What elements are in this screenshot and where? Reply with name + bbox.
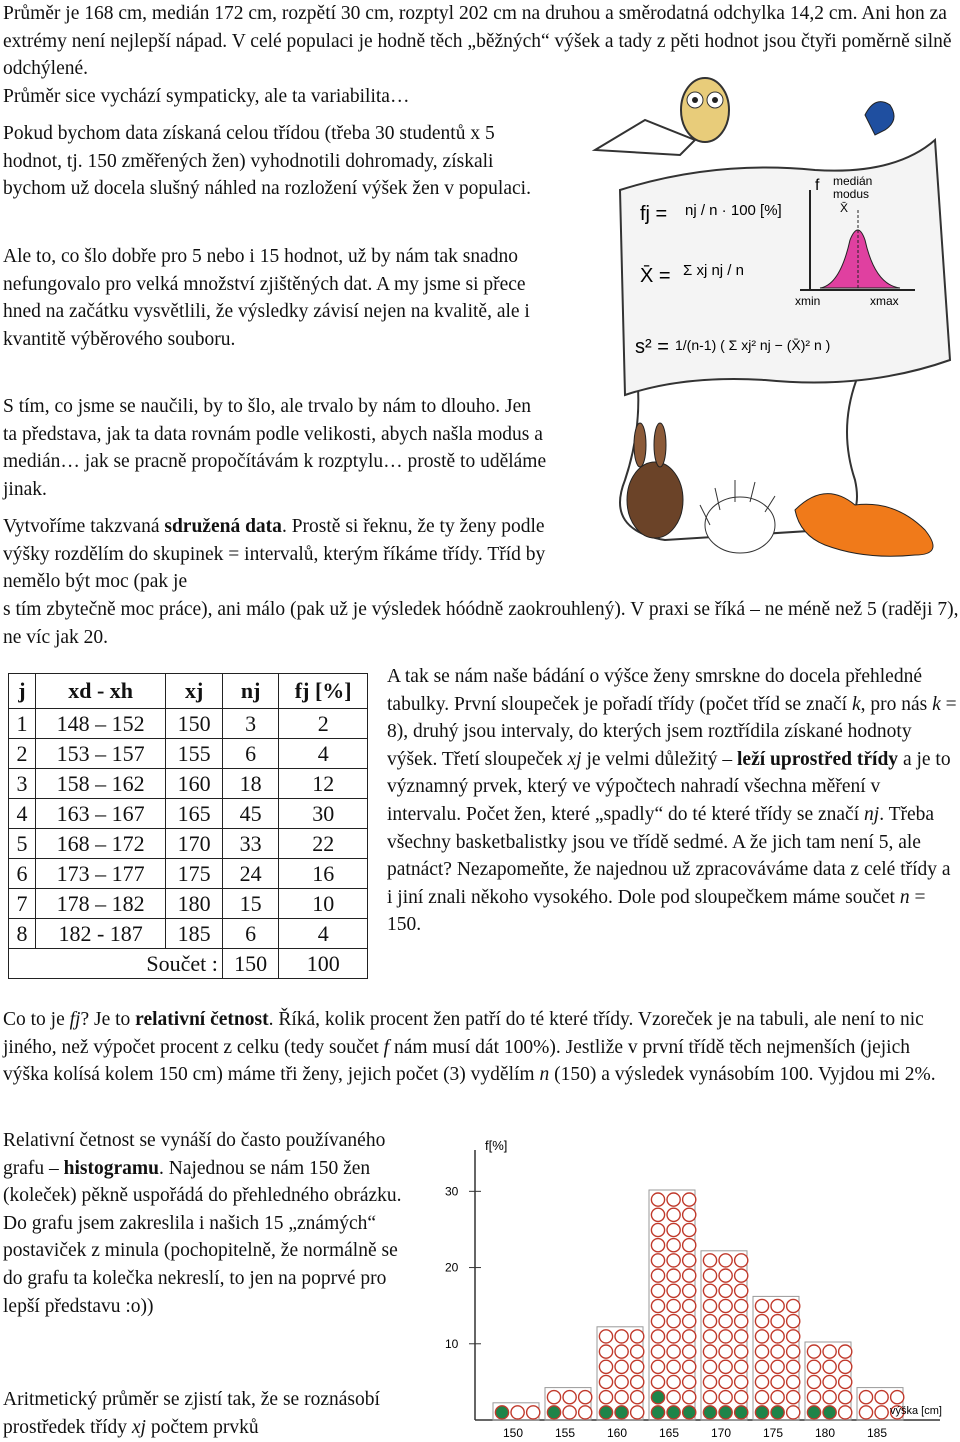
table-cell: 24 — [222, 859, 279, 889]
table-cell: 2 — [279, 709, 368, 739]
table-row — [9, 919, 368, 949]
table-cell: 158 – 162 — [35, 769, 166, 799]
histogram-dot — [683, 1391, 696, 1404]
table-cell: 170 — [166, 829, 223, 859]
table-cell: 4 — [279, 739, 368, 769]
histogram-dot — [719, 1391, 732, 1404]
histogram-dot — [527, 1406, 540, 1419]
histogram-dot — [667, 1315, 680, 1328]
table-sum-row — [9, 949, 368, 979]
table-cell: 22 — [279, 829, 368, 859]
histogram-dot — [771, 1406, 784, 1419]
table-cell: 18 — [222, 769, 279, 799]
x-axis-label: výška [cm] — [890, 1405, 942, 1417]
y-tick-label: 10 — [445, 1336, 459, 1351]
histogram-dot — [719, 1284, 732, 1297]
histogram-dot — [787, 1391, 800, 1404]
sum-n: 150 — [222, 949, 279, 979]
histogram-dot — [651, 1375, 664, 1388]
svg-text:f: f — [815, 177, 820, 194]
table-cell: 15 — [222, 889, 279, 919]
histogram-dot — [563, 1406, 576, 1419]
table-cell: 168 – 172 — [35, 829, 166, 859]
svg-text:X̄: X̄ — [840, 201, 849, 215]
histogram-dot — [651, 1345, 664, 1358]
y-tick-label: 30 — [445, 1184, 459, 1199]
table-cell: 153 – 157 — [35, 739, 166, 769]
histogram-dot — [631, 1406, 644, 1419]
histogram-dot — [719, 1360, 732, 1373]
histogram-dot — [651, 1391, 664, 1404]
histogram-dot — [719, 1330, 732, 1343]
paragraph-relative-frequency: Co to je fj? Je to relativní četnost. Říká, kolik procent žen patří do té které třídy. Vzoreček je na tabuli, ale není to nic jiného, než výpočet procent z celku (tedy součet f nám musí dát 100%). Jestliže v první třídě těch nejmenších (jejich výška kolísá kolem 150 cm) máme tři ženy, jejich počet (3) vydělím n (150) a výsledek vynásobím 100. Vyjdou mi 2%. — [3, 1009, 936, 1086]
histogram-dot — [683, 1254, 696, 1267]
histogram-dot — [599, 1330, 612, 1343]
histogram-dot — [631, 1375, 644, 1388]
histogram-dot — [683, 1360, 696, 1373]
histogram-dot — [651, 1406, 664, 1419]
histogram-dot — [651, 1315, 664, 1328]
paragraph-grouped-data: Vytvoříme takzvaná sdružená data. Prostě si řeknu, že ty ženy podle výšky rozdělím do skupinek = intervalů, kterým říkáme třídy. Tříd by nemělo být moc (pak je — [3, 516, 546, 593]
x-tick-label: 155 — [555, 1426, 576, 1440]
col-interval: xd - xh — [35, 674, 166, 709]
histogram-dot — [495, 1406, 508, 1419]
histogram-dot — [615, 1375, 628, 1388]
histogram-dot — [667, 1254, 680, 1267]
histogram-dot — [651, 1284, 664, 1297]
paragraph-slow: S tím, co jsme se naučili, by to šlo, ale trvalo by nám to dlouho. Jen ta představa, jak ta data rovnám podle velikosti, abych našla modus a medián… jak se pracně propočítávám k rozptylu… prostě to uděláme jinak. — [3, 396, 547, 500]
histogram-dot — [651, 1208, 664, 1221]
histogram-dot — [667, 1193, 680, 1206]
histogram-dot — [771, 1315, 784, 1328]
histogram-dot — [615, 1391, 628, 1404]
table-cell: 7 — [9, 889, 36, 919]
table-cell: 4 — [9, 799, 36, 829]
svg-text:Σ xj nj / n: Σ xj nj / n — [683, 262, 744, 279]
table-cell: 1 — [9, 709, 36, 739]
histogram-dot — [823, 1360, 836, 1373]
x-tick-label: 185 — [867, 1426, 888, 1440]
histogram-dot — [787, 1375, 800, 1388]
histogram-dot — [703, 1391, 716, 1404]
histogram-dot — [667, 1223, 680, 1236]
svg-text:medián: medián — [833, 174, 873, 188]
table-row — [9, 799, 368, 829]
histogram-dot — [651, 1360, 664, 1373]
svg-text:X̄ =: X̄ = — [640, 265, 671, 287]
histogram-dot — [703, 1406, 716, 1419]
histogram-dot — [703, 1375, 716, 1388]
table-cell: 6 — [9, 859, 36, 889]
histogram-dot — [615, 1360, 628, 1373]
histogram-dot — [667, 1330, 680, 1343]
histogram-dot — [631, 1345, 644, 1358]
histogram-dot — [703, 1345, 716, 1358]
histogram-dot — [703, 1254, 716, 1267]
histogram-dot — [651, 1193, 664, 1206]
histogram-dot — [859, 1406, 872, 1419]
histogram-dot — [839, 1391, 852, 1404]
histogram-dot — [823, 1375, 836, 1388]
table-cell: 173 – 177 — [35, 859, 166, 889]
histogram-dot — [667, 1360, 680, 1373]
histogram-dot — [683, 1193, 696, 1206]
table-row — [9, 709, 368, 739]
table-row — [9, 889, 368, 919]
paragraph-class-data: Pokud bychom data získaná celou třídou (třeba 30 studentů x 5 hodnot, tj. 150 změřených žen) vyhodnotili dohromady, získali bychom už docela slušný náhled na rozložení výšek žen v populaci. — [3, 123, 531, 200]
histogram-dot — [683, 1406, 696, 1419]
histogram-dot — [703, 1330, 716, 1343]
table-cell: 178 – 182 — [35, 889, 166, 919]
table-cell: 175 — [166, 859, 223, 889]
histogram-dot — [683, 1299, 696, 1312]
x-tick-label: 160 — [607, 1426, 628, 1440]
table-row — [9, 829, 368, 859]
histogram-dot — [735, 1391, 748, 1404]
table-row — [9, 769, 368, 799]
histogram-dot — [735, 1284, 748, 1297]
histogram-dot — [735, 1254, 748, 1267]
histogram-dot — [787, 1345, 800, 1358]
table-cell: 33 — [222, 829, 279, 859]
histogram-dot — [755, 1406, 768, 1419]
x-tick-label: 165 — [659, 1426, 680, 1440]
histogram-dot — [735, 1330, 748, 1343]
histogram-dot — [667, 1345, 680, 1358]
histogram-dot — [771, 1345, 784, 1358]
histogram-dot — [547, 1391, 560, 1404]
histogram-dot — [839, 1375, 852, 1388]
histogram-dot — [787, 1406, 800, 1419]
histogram-dot — [563, 1391, 576, 1404]
table-cell: 3 — [222, 709, 279, 739]
histogram-dot — [683, 1284, 696, 1297]
sum-label: Součet : — [9, 949, 223, 979]
histogram-dot — [651, 1223, 664, 1236]
histogram-dot — [735, 1360, 748, 1373]
histogram-dot — [719, 1406, 732, 1419]
frequency-table — [8, 673, 368, 979]
histogram-dot — [683, 1223, 696, 1236]
histogram-dot — [631, 1391, 644, 1404]
svg-text:fj =: fj = — [640, 203, 668, 225]
histogram-dot — [667, 1375, 680, 1388]
histogram-dot — [599, 1345, 612, 1358]
histogram-dot — [683, 1375, 696, 1388]
tree-board-illustration — [565, 60, 960, 580]
svg-text:1/(n-1) ( Σ xj² nj − (X̄)² n ): 1/(n-1) ( Σ xj² nj − (X̄)² n ) — [675, 337, 831, 353]
histogram-dot — [771, 1391, 784, 1404]
histogram-dot — [615, 1406, 628, 1419]
histogram-dot — [683, 1208, 696, 1221]
histogram-dot — [599, 1406, 612, 1419]
histogram-dot — [807, 1345, 820, 1358]
table-cell: 30 — [279, 799, 368, 829]
histogram-dot — [631, 1330, 644, 1343]
table-cell: 2 — [9, 739, 36, 769]
histogram-dot — [839, 1345, 852, 1358]
table-cell: 155 — [166, 739, 223, 769]
table-row — [9, 739, 368, 769]
paragraph-classes-count: s tím zbytečně moc práce), ani málo (pak už je výsledek hóódně zaokrouhlený). V praxi se říká – ne méně než 5 (raději 7), ne víc jak 20. — [3, 599, 959, 648]
histogram — [430, 1130, 955, 1442]
histogram-dot — [719, 1269, 732, 1282]
histogram-dot — [703, 1284, 716, 1297]
svg-text:modus: modus — [833, 187, 870, 201]
histogram-dot — [755, 1345, 768, 1358]
histogram-dot — [823, 1345, 836, 1358]
histogram-dot — [787, 1315, 800, 1328]
fox-icon — [795, 494, 933, 557]
paragraph-variability: Průměr sice vychází sympaticky, ale ta variabilita… — [3, 86, 410, 107]
paragraph-intro: Průměr je 168 cm, medián 172 cm, rozpětí 30 cm, rozptyl 202 cm na druhou a směrodatná odchylka 14,2 cm. Ani hon za extrémy není nejlepší nápad. V celé populaci je hodně těch „běžných“ výšek a tady z pěti hodnot jsou čtyři poměrně silně odchýlené. — [3, 3, 952, 80]
histogram-dot — [771, 1360, 784, 1373]
histogram-dot — [891, 1391, 904, 1404]
table-cell: 182 - 187 — [35, 919, 166, 949]
histogram-dot — [703, 1269, 716, 1282]
table-cell: 6 — [222, 739, 279, 769]
histogram-dot — [771, 1375, 784, 1388]
paragraph-histogram: Relativní četnost se vynáší do často používaného grafu – histogramu. Najednou se nám 150 žen (koleček) pěkně uspořádá do přehledného obrázku. Do grafu jsem zakreslila i našich 15 „známých“ postaviček z minula (pochopitelně, že normálně se do grafu ta kolečka nekreslí, to jen na poprvé pro lepší představu :o)) — [3, 1130, 402, 1317]
table-cell: 6 — [222, 919, 279, 949]
histogram-dot — [683, 1315, 696, 1328]
histogram-dot — [735, 1315, 748, 1328]
histogram-dot — [823, 1406, 836, 1419]
table-cell: 5 — [9, 829, 36, 859]
histogram-dot — [839, 1406, 852, 1419]
table-cell: 185 — [166, 919, 223, 949]
histogram-dot — [667, 1299, 680, 1312]
paragraph-large-data: Ale to, co šlo dobře pro 5 nebo i 15 hodnot, už by nám tak snadno nefungovalo pro velká množství zjištěných dat. A my jsme si přece hned na začátku vysvětlili, že výsledky závisí nejen na kvalitě, ale i kvantitě výběrového souboru. — [3, 246, 530, 350]
table-cell: 12 — [279, 769, 368, 799]
paragraph-mean: Aritmetický průměr se zjistí tak, že se roznásobí prostředek třídy xj počtem prvků — [3, 1389, 380, 1438]
histogram-dot — [839, 1360, 852, 1373]
table-cell: 16 — [279, 859, 368, 889]
sum-f: 100 — [279, 949, 368, 979]
table-cell: 8 — [9, 919, 36, 949]
histogram-dot — [651, 1269, 664, 1282]
x-tick-label: 175 — [763, 1426, 784, 1440]
histogram-dot — [823, 1391, 836, 1404]
histogram-dot — [599, 1391, 612, 1404]
histogram-dot — [651, 1299, 664, 1312]
histogram-dot — [599, 1360, 612, 1373]
x-tick-label: 180 — [815, 1426, 836, 1440]
owl-icon — [681, 78, 729, 142]
histogram-dot — [807, 1391, 820, 1404]
histogram-dot — [667, 1391, 680, 1404]
y-axis-label: f[%] — [485, 1138, 508, 1153]
histogram-dot — [667, 1269, 680, 1282]
table-row — [9, 859, 368, 889]
histogram-dot — [755, 1360, 768, 1373]
table-cell: 4 — [279, 919, 368, 949]
col-nj: nj — [222, 674, 279, 709]
histogram-dot — [787, 1299, 800, 1312]
col-xj: xj — [166, 674, 223, 709]
histogram-dot — [771, 1299, 784, 1312]
histogram-dot — [771, 1330, 784, 1343]
histogram-dot — [667, 1406, 680, 1419]
histogram-dot — [683, 1269, 696, 1282]
table-cell: 45 — [222, 799, 279, 829]
histogram-dot — [667, 1239, 680, 1252]
histogram-dot — [683, 1330, 696, 1343]
x-tick-label: 170 — [711, 1426, 732, 1440]
histogram-dot — [807, 1375, 820, 1388]
table-cell: 165 — [166, 799, 223, 829]
histogram-dot — [579, 1406, 592, 1419]
histogram-dot — [703, 1315, 716, 1328]
svg-text:s² =: s² = — [635, 336, 669, 358]
table-cell: 148 – 152 — [35, 709, 166, 739]
histogram-dot — [875, 1406, 888, 1419]
histogram-dot — [651, 1330, 664, 1343]
svg-text:nj / n · 100 [%]: nj / n · 100 [%] — [685, 202, 782, 219]
histogram-dot — [703, 1360, 716, 1373]
table-cell: 180 — [166, 889, 223, 919]
histogram-dot — [719, 1345, 732, 1358]
svg-text:xmin: xmin — [795, 294, 821, 308]
histogram-dot — [735, 1375, 748, 1388]
histogram-dot — [719, 1315, 732, 1328]
histogram-dot — [579, 1391, 592, 1404]
col-j: j — [9, 674, 36, 709]
histogram-dot — [807, 1360, 820, 1373]
histogram-dot — [615, 1330, 628, 1343]
histogram-dot — [667, 1208, 680, 1221]
histogram-dot — [703, 1299, 716, 1312]
histogram-dot — [651, 1254, 664, 1267]
histogram-dot — [683, 1345, 696, 1358]
histogram-dot — [683, 1239, 696, 1252]
histogram-dot — [719, 1254, 732, 1267]
histogram-dot — [719, 1299, 732, 1312]
histogram-dot — [547, 1406, 560, 1419]
histogram-dot — [615, 1345, 628, 1358]
histogram-dot — [755, 1375, 768, 1388]
histogram-dot — [735, 1299, 748, 1312]
table-cell: 163 – 167 — [35, 799, 166, 829]
table-cell: 150 — [166, 709, 223, 739]
histogram-dot — [735, 1269, 748, 1282]
histogram-dot — [755, 1391, 768, 1404]
svg-text:xmax: xmax — [870, 294, 899, 308]
histogram-dot — [667, 1284, 680, 1297]
histogram-dot — [755, 1330, 768, 1343]
y-tick-label: 20 — [445, 1260, 459, 1275]
table-cell: 10 — [279, 889, 368, 919]
histogram-dot — [755, 1315, 768, 1328]
histogram-dot — [511, 1406, 524, 1419]
bird-icon — [865, 102, 894, 135]
table-cell: 160 — [166, 769, 223, 799]
x-tick-label: 150 — [503, 1426, 524, 1440]
col-fj: fj [%] — [279, 674, 368, 709]
histogram-dot — [807, 1406, 820, 1419]
histogram-dot — [735, 1406, 748, 1419]
histogram-dot — [599, 1375, 612, 1388]
histogram-dot — [755, 1299, 768, 1312]
histogram-dot — [631, 1360, 644, 1373]
table-cell: 3 — [9, 769, 36, 799]
histogram-dot — [787, 1360, 800, 1373]
histogram-dot — [651, 1239, 664, 1252]
histogram-dot — [875, 1391, 888, 1404]
histogram-dot — [719, 1375, 732, 1388]
histogram-dot — [787, 1330, 800, 1343]
histogram-dot — [859, 1391, 872, 1404]
paragraph-table-desc: A tak se nám naše bádání o výšce ženy smrskne do docela přehledné tabulky. První sloupeček je pořadí třídy (počet tříd se značí k, pro nás k = 8), druhý jsou intervaly, do kterých jsem roztřídila získané hodnoty výšek. Třetí sloupeček xj je velmi důležitý – leží uprostřed třídy a je to významný prvek, který ve výpočtech nahradí všechna měření v intervalu. Počet žen, které „spadly“ do té které třídy se značí nj. Třeba všechny basketbalistky jsou ve třídě sedmé. A že jich tam není 5, ale patnáct? Nezapomeňte, že najednou už zpracováváme data z celé třídy a i jiní znali někoho vysokého. Dole pod sloupečkem máme součet n = 150. — [387, 666, 957, 936]
histogram-dot — [735, 1345, 748, 1358]
